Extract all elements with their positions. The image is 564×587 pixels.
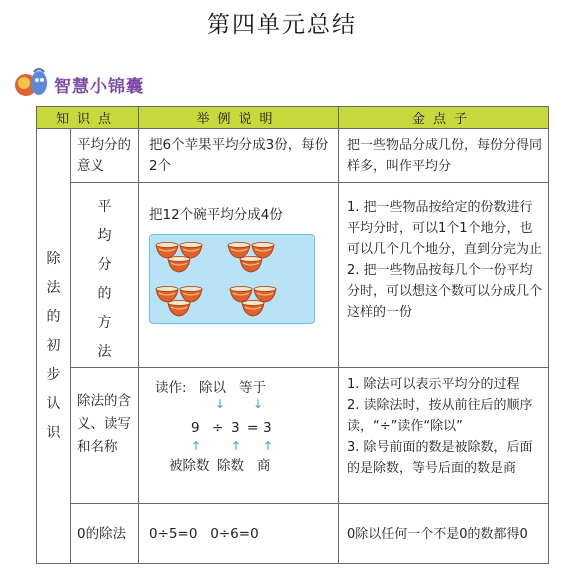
gold-tip [339,368,549,504]
division-formula [139,368,338,478]
page-title: 第四单元总结 [207,12,357,38]
arrow-down-icon: ↓ [215,397,226,411]
bowls-image [150,235,316,325]
table-row [37,183,549,368]
table-row [37,504,549,564]
gold-tip-line: 2. 把一些物品按每几个一份平均分时，可以想这个数可以分成几个这样的一份 [347,263,543,320]
read-as-label: 读作: [155,380,187,396]
gold-tip-line: 2. 读除法时，按从前往后的顺序读，“÷”读作“除以” [347,398,533,434]
name-dividend: 被除数 [169,458,210,474]
bowls-illustration [149,234,315,324]
gold-tip [339,129,549,183]
sub-topic-cell [71,183,139,368]
sub-topic: 平均分的意义 [71,129,139,183]
gold-tip-line: 0除以任何一个不是0的数都得0 [347,527,528,542]
table-row [37,129,549,183]
example-text: 把12个碗平均分成4份 [149,207,283,223]
sub-topic: 0的除法 [71,504,139,564]
gold-tip-line: 1. 除法可以表示平均分的过程 [347,377,520,392]
sub-topic: 平均分的方法 [97,199,112,360]
gold-tip-line: 1. 把一些物品按给定的份数进行平均分时，可以1个1个地分，也可以几个几个地分，直到分完为止 [347,200,543,257]
example-text: 0÷5=0 0÷6=0 [139,504,339,564]
read-equals-word: 等于 [239,380,267,396]
arrow-up-icon: ↑ [231,439,242,453]
example-cell [139,183,339,368]
name-quotient: 商 [257,458,271,474]
header-gold-tips: 金点子 [339,107,549,129]
treasure-bag-icon [12,66,52,98]
gold-tip-line: 把一些物品分成几份，每份分得同样多，叫作平均分 [347,138,543,174]
eq-quotient: 3 [263,420,272,436]
example-text: 把6个苹果平均分成3份，每份2个 [139,129,339,183]
topic-label: 除法的初步认识 [46,250,61,441]
arrow-up-icon: ↑ [263,439,274,453]
eq-divisor: 3 [231,420,240,436]
summary-table [36,106,549,564]
header-example: 举例说明 [139,107,339,129]
sub-topic: 除法的含义、读写和名称 [71,368,139,504]
gold-tip [339,183,549,368]
eq-equals-sign: = [247,420,259,436]
read-divide-word: 除以 [199,380,227,396]
section-title: 智慧小锦囊 [54,77,144,97]
eq-dividend: 9 [191,420,200,436]
arrow-up-icon: ↑ [191,439,202,453]
table-header-row [37,107,549,129]
topic-cell [37,129,71,564]
header-knowledge: 知识点 [37,107,139,129]
gold-tip-line: 3. 除号前面的数是被除数，后面的是除数，等号后面的数是商 [347,440,533,476]
eq-divide-sign: ÷ [212,420,224,436]
gold-tip [339,504,549,564]
name-divisor: 除数 [217,458,245,474]
arrow-down-icon: ↓ [253,397,264,411]
example-cell [139,368,339,504]
table-row [37,368,549,504]
